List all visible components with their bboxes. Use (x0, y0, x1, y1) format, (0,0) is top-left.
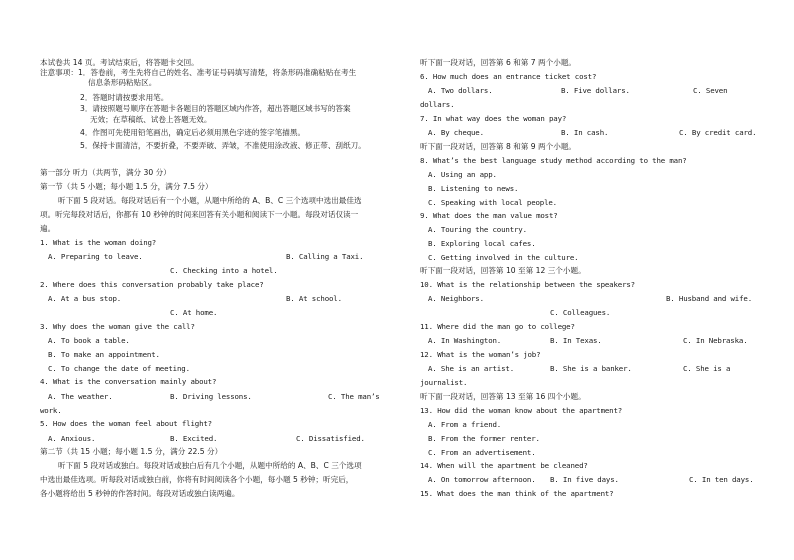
q13-option-c: C. From an advertisement. (428, 448, 536, 457)
section2-instruction-1: 听下面 5 段对话或独白。每段对话或独白后有几个小题，从题中所给的 A、B、C 三个选项 (58, 461, 362, 470)
notes-line-5: 5．保持卡面清洁，不要折叠，不要弄破、弄皱，不准使用涂改液、修正带、刮纸刀。 (80, 141, 366, 150)
q5-option-c: C. Dissatisfied. (296, 434, 365, 443)
q11-option-c: C. In Nebraska. (683, 336, 748, 345)
q3-option-b: B. To make an appointment. (48, 350, 160, 359)
q1-option-c: C. Checking into a hotel. (170, 266, 278, 275)
q6-option-b: B. Five dollars. (561, 86, 630, 95)
q2-option-b: B. At school. (286, 294, 342, 303)
q2-option-a: A. At a bus stop. (48, 294, 122, 303)
q4-option-a: A. The weather. (48, 392, 113, 401)
q3-option-c: C. To change the date of meeting. (48, 364, 190, 373)
section1-instruction-1: 听下面 5 段对话。每段对话后有一个小题，从题中所给的 A、B、C 三个选项中选出最佳选 (58, 196, 362, 205)
q9-option-b: B. Exploring local cafes. (428, 239, 536, 248)
question-5: 5. How does the woman feel about flight? (40, 419, 212, 428)
q6-option-c-cont: dollars. (420, 100, 455, 109)
dialogue-6-intro: 听下面一段对话，回答第 6 和第 7 两个小题。 (420, 58, 577, 67)
q10-option-a: A. Neighbors. (428, 294, 484, 303)
q9-option-c: C. Getting involved in the culture. (428, 253, 579, 262)
q8-option-b: B. Listening to news. (428, 184, 519, 193)
question-9: 9. What does the man value most? (420, 211, 558, 220)
q6-option-a: A. Two dollars. (428, 86, 493, 95)
section2-instruction-3: 各小题将给出 5 秒钟的作答时间。每段对话或独白读两遍。 (40, 489, 240, 498)
q12-option-b: B. She is a banker. (550, 364, 632, 373)
notes-line-3: 3．请按照题号顺序在答题卡各题目的答题区域内作答，超出答题区域书写的答案 (80, 104, 351, 113)
q12-option-a: A. She is an artist. (428, 364, 514, 373)
q4-option-c: C. The man’s (328, 392, 380, 401)
q9-option-a: A. Touring the country. (428, 225, 527, 234)
q12-option-c-cont: journalist. (420, 378, 468, 387)
section2-title: 第二节（共 15 小题；每小题 1.5 分，满分 22.5 分） (40, 447, 223, 456)
part1-title: 第一部分 听力（共两节，满分 30 分） (40, 168, 171, 177)
q8-option-c: C. Speaking with local people. (428, 198, 557, 207)
question-12: 12. What is the woman’s job? (420, 350, 541, 359)
notes-line-2: 2．答题时请按要求用笔。 (80, 93, 169, 102)
right-column (397, 0, 794, 560)
question-7: 7. In what way does the woman pay? (420, 114, 567, 123)
q4-option-c-cont: work. (40, 406, 62, 415)
q7-option-a: A. By cheque. (428, 128, 484, 137)
q11-option-a: A. In Washington. (428, 336, 502, 345)
question-14: 14. When will the apartment be cleaned? (420, 461, 588, 470)
q8-option-a: A. Using an app. (428, 170, 497, 179)
q12-option-c: C. She is a (683, 364, 731, 373)
question-11: 11. Where did the man go to college? (420, 322, 575, 331)
question-6: 6. How much does an entrance ticket cost? (420, 72, 597, 81)
section1-title: 第一节（共 5 小题；每小题 1.5 分，满分 7.5 分） (40, 182, 213, 191)
dialogue-13-intro: 听下面一段对话，回答第 13 至第 16 四个小题。 (420, 392, 586, 401)
section1-instruction-3: 遍。 (40, 224, 56, 233)
notes-line-3-cont: 无效；在草稿纸、试卷上答题无效。 (90, 115, 212, 124)
question-8: 8. What’s the best language study method according to the man? (420, 156, 687, 165)
q1-option-a: A. Preparing to leave. (48, 252, 143, 261)
q5-option-b: B. Excited. (170, 434, 218, 443)
question-3: 3. Why does the woman give the call? (40, 322, 195, 331)
q14-option-c: C. In ten days. (689, 475, 754, 484)
q14-option-a: A. On tomorrow afternoon. (428, 475, 536, 484)
question-4: 4. What is the conversation mainly about? (40, 377, 217, 386)
dialogue-8-intro: 听下面一段对话，回答第 8 和第 9 两个小题。 (420, 142, 577, 151)
question-13: 13. How did the woman know about the apartment? (420, 406, 623, 415)
notes-line-1: 注意事项：1．答卷前，考生先将自己的姓名、准考证号码填写清楚，将条形码准确粘贴在考生 (40, 68, 357, 77)
question-10: 10. What is the relationship between the speakers? (420, 280, 635, 289)
question-1: 1. What is the woman doing? (40, 238, 157, 247)
q5-option-a: A. Anxious. (48, 434, 96, 443)
q2-option-c: C. At home. (170, 308, 218, 317)
dialogue-10-intro: 听下面一段对话，回答第 10 至第 12 三个小题。 (420, 266, 586, 275)
q14-option-b: B. In five days. (550, 475, 619, 484)
question-2: 2. Where does this conversation probably take place? (40, 280, 264, 289)
q4-option-b: B. Driving lessons. (170, 392, 252, 401)
notes-line-1-cont: 信息条形码粘贴区。 (88, 78, 157, 87)
q6-option-c: C. Seven (693, 86, 728, 95)
exam-notice: 本试卷共 14 页。考试结束后，将答题卡交回。 (40, 58, 199, 67)
q13-option-a: A. From a friend. (428, 420, 502, 429)
q11-option-b: B. In Texas. (550, 336, 602, 345)
section1-instruction-2: 项。听完每段对话后，你都有 10 秒钟的时间来回答有关小题和阅读下一小题。每段对话仅读一 (40, 210, 359, 219)
q7-option-b: B. In cash. (561, 128, 609, 137)
section2-instruction-2: 中选出最佳选项。听每段对话或独白前，你将有时间阅读各个小题，每小题 5 秒钟；听完后， (40, 475, 354, 484)
question-15: 15. What does the man think of the apartment? (420, 489, 614, 498)
q10-option-c: C. Colleagues. (550, 308, 611, 317)
q7-option-c: C. By credit card. (679, 128, 757, 137)
q3-option-a: A. To book a table. (48, 336, 130, 345)
q1-option-b: B. Calling a Taxi. (286, 252, 364, 261)
q10-option-b: B. Husband and wife. (666, 294, 752, 303)
notes-line-4: 4．作图可先使用铅笔画出，确定后必须用黑色字迹的签字笔描黑。 (80, 128, 306, 137)
q13-option-b: B. From the former renter. (428, 434, 540, 443)
